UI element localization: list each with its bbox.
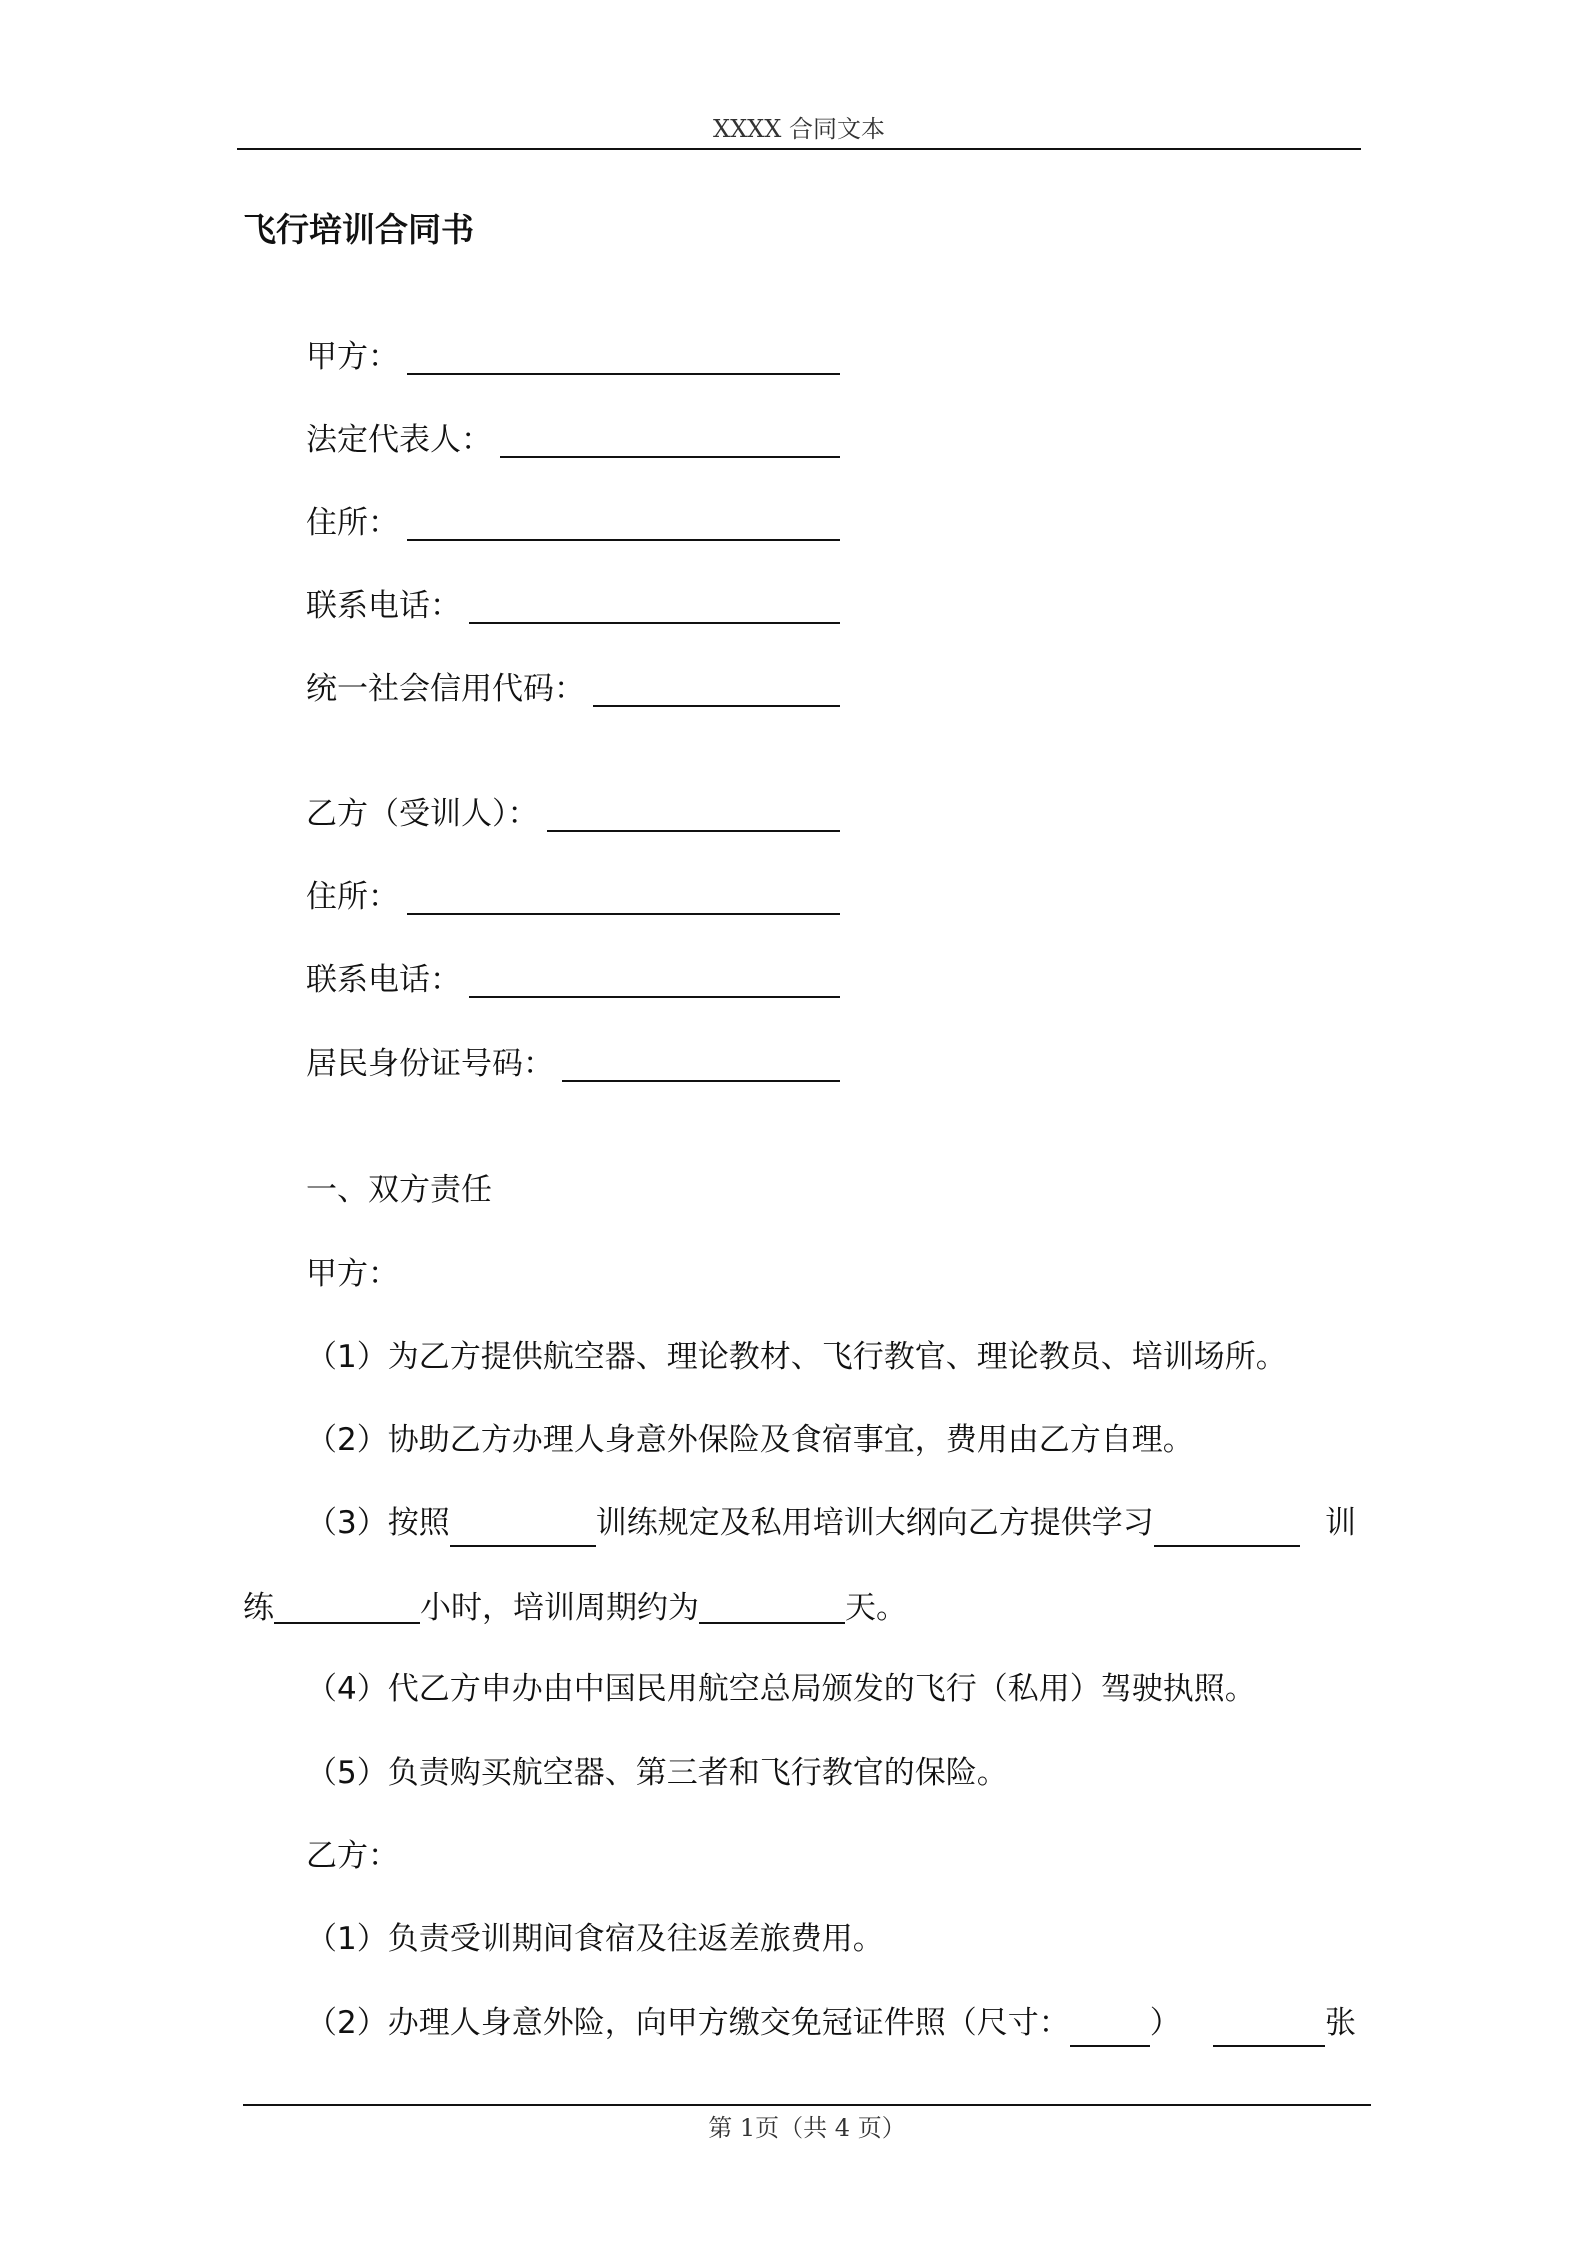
id-number-blank (562, 1044, 840, 1082)
party-a-phone-field (306, 582, 840, 630)
party-a-blank (407, 337, 840, 375)
a-item-3-text-1: （3）按照 (306, 1505, 450, 1541)
training-days-blank (699, 1582, 845, 1624)
credit-code-blank (593, 669, 840, 707)
a-item-3-line-1 (306, 1499, 1356, 1547)
party-a-duties-heading: 甲方： (306, 1256, 399, 1292)
party-b-duties-heading: 乙方： (306, 1838, 399, 1874)
section-heading: 一、双方责任 (306, 1172, 492, 1208)
id-number-field (306, 1040, 840, 1088)
a-item-1: （1）为乙方提供航空器、理论教材、飞行教官、理论教员、培训场所。 (306, 1339, 1287, 1375)
a-item-3-text-6: 天。 (845, 1590, 907, 1626)
party-a-label: 甲方： (306, 339, 399, 375)
a-item-3-text-3: 训 (1325, 1505, 1356, 1541)
b-item-2-line (306, 1999, 1356, 2047)
page-header: XXXX 合同文本 (237, 110, 1361, 150)
training-hours-blank (274, 1582, 420, 1624)
b-item-2-text-3: 张 (1325, 2005, 1356, 2041)
party-b-label: 乙方（受训人）： (306, 796, 539, 832)
b-item-2-text-2: ） (1149, 2005, 1181, 2041)
party-a-phone-blank (469, 586, 840, 624)
party-b-phone-blank (469, 960, 840, 998)
a-item-3-line-2 (243, 1582, 907, 1632)
party-b-phone-label: 联系电话： (306, 962, 461, 998)
id-number-label: 居民身份证号码： (306, 1046, 554, 1082)
party-a-address-field (306, 499, 840, 547)
party-a-address-blank (407, 503, 840, 541)
credit-code-field (306, 665, 840, 713)
party-b-phone-field (306, 956, 840, 1004)
training-rules-blank (450, 1505, 596, 1547)
party-b-field (306, 790, 840, 838)
party-b-blank (547, 794, 841, 832)
a-item-3-text-2: 训练规定及私用培训大纲向乙方提供学习 (595, 1505, 1154, 1541)
b-item-1: （1）负责受训期间食宿及往返差旅费用。 (306, 1921, 884, 1957)
party-a-address-label: 住所： (306, 505, 399, 541)
party-a-phone-label: 联系电话： (306, 588, 461, 624)
photo-count-blank (1213, 2005, 1325, 2047)
training-type-blank (1154, 1505, 1300, 1547)
photo-size-blank (1070, 2005, 1150, 2047)
page-footer: 第 1页（共 4 页） (243, 2104, 1371, 2150)
legal-rep-label: 法定代表人： (306, 422, 492, 458)
party-a-field (306, 333, 840, 381)
party-b-address-field (306, 873, 840, 921)
credit-code-label: 统一社会信用代码： (306, 671, 585, 707)
a-item-2: （2）协助乙方办理人身意外保险及食宿事宜，费用由乙方自理。 (306, 1422, 1194, 1458)
party-b-address-blank (407, 877, 840, 915)
party-b-address-label: 住所： (306, 879, 399, 915)
a-item-3-text-5: 小时，培训周期约为 (420, 1590, 699, 1626)
a-item-4: （4）代乙方申办由中国民用航空总局颁发的飞行（私用）驾驶执照。 (306, 1671, 1256, 1707)
a-item-5: （5）负责购买航空器、第三者和飞行教官的保险。 (306, 1755, 1008, 1791)
document-title: 飞行培训合同书 (243, 210, 474, 249)
legal-rep-blank (500, 420, 840, 458)
b-item-2-text-1: （2）办理人身意外险，向甲方缴交免冠证件照（尺寸： (306, 2005, 1070, 2041)
a-item-3-text-4: 练 (243, 1590, 274, 1626)
legal-rep-field (306, 416, 840, 464)
